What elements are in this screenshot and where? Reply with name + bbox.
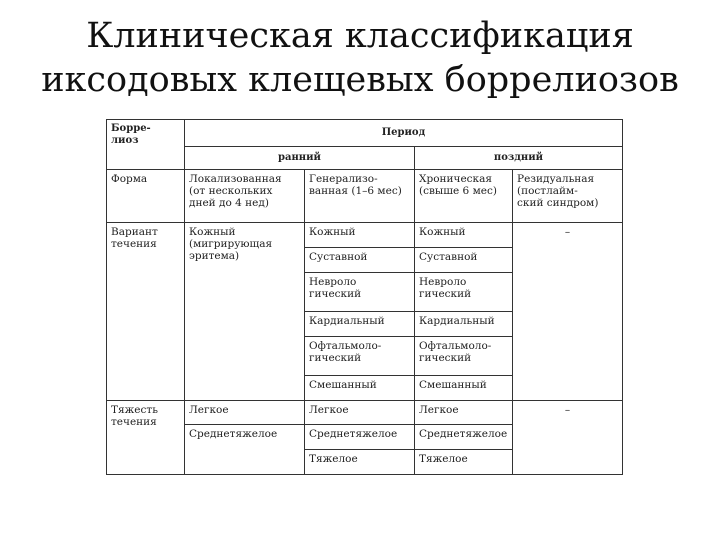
severity-loc-1: Среднетяжелое — [185, 425, 305, 475]
corner-header — [107, 120, 185, 170]
corner-header-text: Борре- лиоз — [111, 123, 151, 146]
variant-gen-0: Кожный — [305, 223, 415, 248]
severity-loc-0: Легкое — [185, 400, 305, 425]
slide-title — [0, 14, 720, 102]
variant-chr-2: Невроло гический — [415, 272, 513, 311]
severity-chr-1: Среднетяжелое — [415, 425, 513, 450]
period-header: Период — [185, 120, 623, 147]
variant-chr-4: Офтальмоло- гический — [415, 336, 513, 375]
variant-gen-5: Смешанный — [305, 375, 415, 400]
variant-localized: Кожный (мигрирующая эритема) — [185, 223, 305, 400]
severity-chr-2: Тяжелое — [415, 450, 513, 475]
variant-label: Вариант течения — [107, 223, 185, 400]
variant-chr-5: Смешанный — [415, 375, 513, 400]
title-line-1: Клиническая классификация — [86, 16, 634, 56]
variant-residual-dash: – — [513, 223, 623, 400]
early-header: ранний — [185, 146, 415, 169]
title-line-2: иксодовых клещевых боррелиозов — [41, 60, 679, 100]
variant-gen-2: Невроло гический — [305, 272, 415, 311]
severity-chr-0: Легкое — [415, 400, 513, 425]
severity-gen-0: Легкое — [305, 400, 415, 425]
severity-gen-1: Среднетяжелое — [305, 425, 415, 450]
form-label: Форма — [107, 169, 185, 223]
variant-chr-0: Кожный — [415, 223, 513, 248]
variant-chr-3: Кардиальный — [415, 311, 513, 336]
variant-chr-1: Суставной — [415, 247, 513, 272]
severity-label: Тяжесть течения — [107, 400, 185, 474]
severity-residual-dash: – — [513, 400, 623, 474]
form-chronic: Хроническая (свыше 6 мес) — [415, 169, 513, 223]
variant-gen-4: Офтальмоло- гический — [305, 336, 415, 375]
severity-gen-2: Тяжелое — [305, 450, 415, 475]
form-residual: Резидуальная (постлайм- ский синдром) — [513, 169, 623, 223]
form-localized: Локализованная (от нескольких дней до 4 нед) — [185, 169, 305, 223]
variant-gen-1: Суставной — [305, 247, 415, 272]
late-header: поздний — [415, 146, 623, 169]
variant-gen-3: Кардиальный — [305, 311, 415, 336]
classification-table — [106, 119, 623, 475]
form-generalized: Генерализо- ванная (1–6 мес) — [305, 169, 415, 223]
